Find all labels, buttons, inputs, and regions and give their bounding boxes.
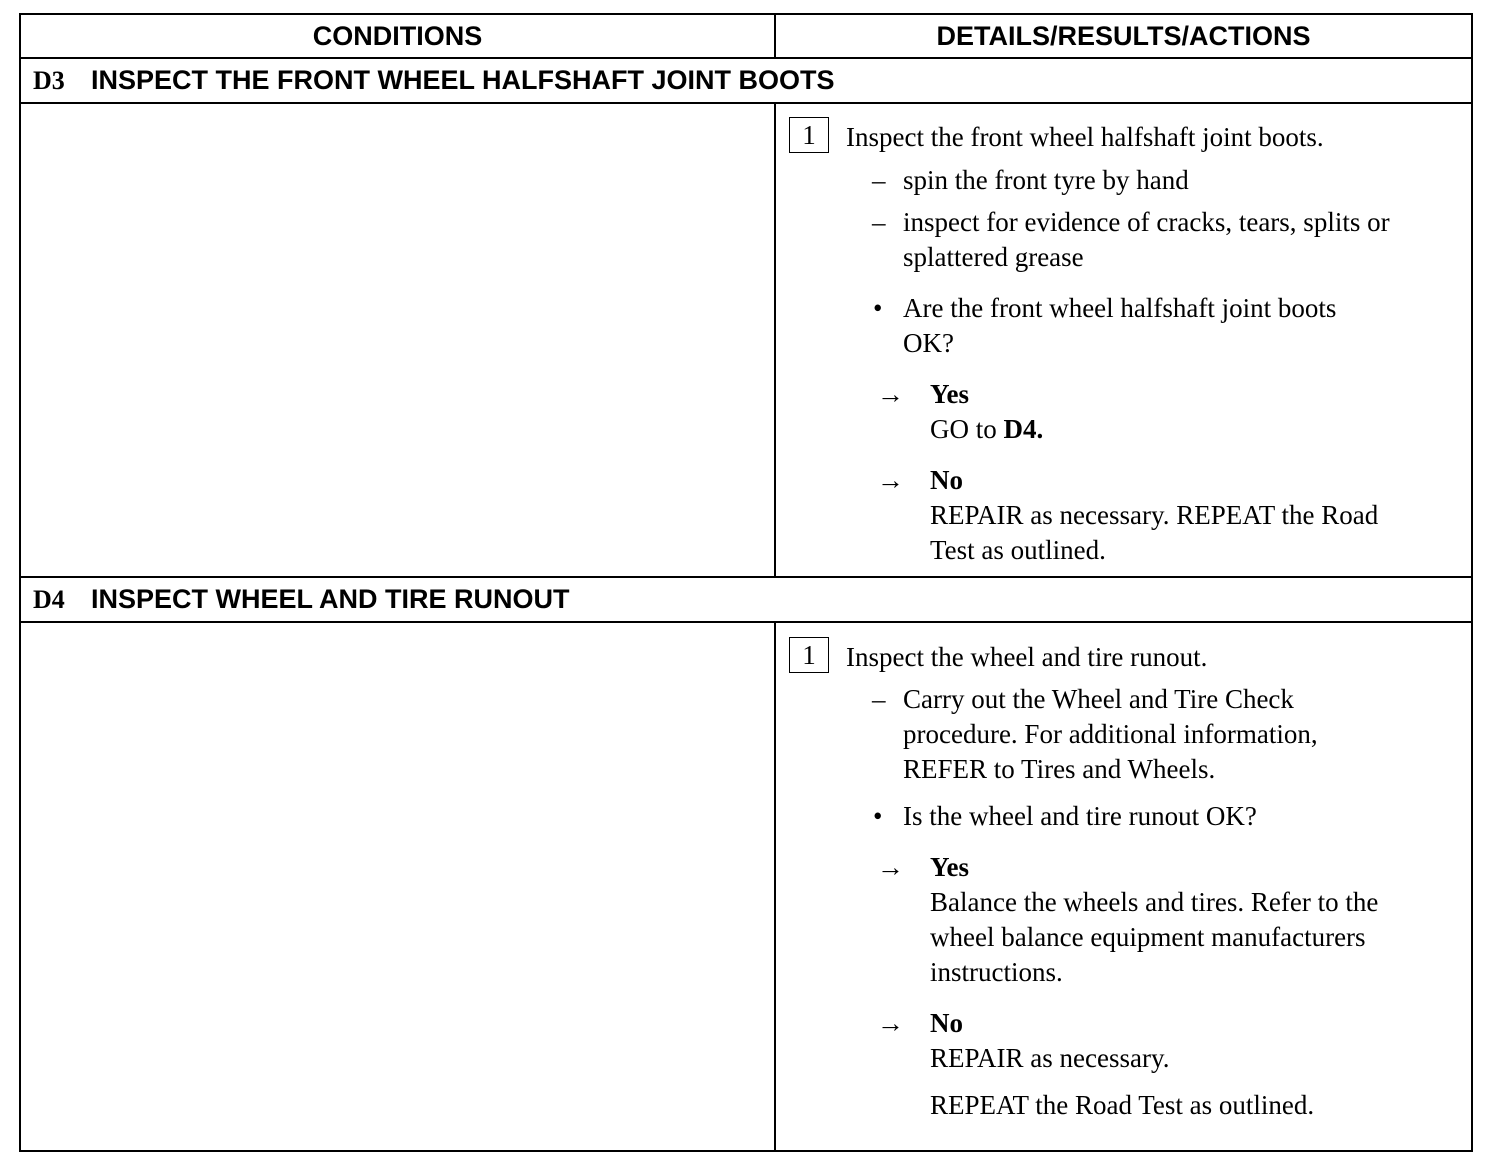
- conditions-header: CONDITIONS: [312, 20, 483, 51]
- column-divider: [774, 15, 776, 59]
- d3-step-text: Inspect the front wheel halfshaft joint boots.: [846, 122, 1324, 152]
- section-d4-id: D4: [33, 584, 65, 614]
- section-d4-details: [789, 640, 1461, 1123]
- step-number-box: 1: [789, 637, 829, 673]
- arrow-right-icon: →: [877, 465, 904, 495]
- d3-step: [789, 120, 1461, 155]
- d3-dash-item-2: – inspect for evidence of cracks, tears, splits or splattered grease: [872, 207, 1390, 272]
- section-d4-title: INSPECT WHEEL AND TIRE RUNOUT: [91, 584, 570, 614]
- section-d3-id: D3: [33, 65, 65, 95]
- d3-question: • Are the front wheel halfshaft joint boots OK?: [873, 293, 1337, 358]
- dash-icon: –: [872, 165, 886, 195]
- d4-dash-item-1: – Carry out the Wheel and Tire Check procedure. For additional information, REFER to Tires and Wheels.: [872, 684, 1318, 784]
- d3-no-answer: → No REPAIR as necessary. REPEAT the Road Test as outlined.: [877, 465, 1379, 565]
- table-header: [21, 15, 1471, 59]
- column-divider: [774, 104, 776, 576]
- d4-reference: D4.: [1003, 414, 1044, 444]
- d4-no-answer: → No REPAIR as necessary. REPEAT the Road Test as outlined.: [877, 1008, 1315, 1120]
- details-header: DETAILS/RESULTS/ACTIONS: [936, 20, 1311, 51]
- bullet-icon: •: [873, 293, 883, 323]
- arrow-right-icon: →: [877, 1008, 904, 1038]
- d4-step: [789, 640, 1461, 675]
- section-d3-title-row: [21, 59, 1471, 104]
- section-d4-title-row: [21, 578, 1471, 623]
- diagnostic-table: [19, 13, 1473, 1152]
- arrow-right-icon: →: [877, 379, 904, 409]
- bullet-icon: •: [873, 801, 883, 831]
- section-d3-title: INSPECT THE FRONT WHEEL HALFSHAFT JOINT BOOTS: [91, 65, 835, 95]
- column-divider: [774, 623, 776, 1150]
- step-number-box: 1: [789, 117, 829, 153]
- d4-step-text: Inspect the wheel and tire runout.: [846, 642, 1208, 672]
- dash-icon: –: [872, 207, 886, 237]
- d4-yes-answer: → Yes Balance the wheels and tires. Refer to the wheel balance equipment manufacturers instructions.: [877, 852, 1379, 987]
- dash-icon: –: [872, 684, 886, 714]
- section-d3-details: [789, 120, 1461, 568]
- d3-dash-item-1: – spin the front tyre by hand: [789, 163, 1461, 198]
- arrow-right-icon: →: [877, 852, 904, 882]
- d4-question: • Is the wheel and tire runout OK?: [789, 799, 1461, 834]
- d3-yes-answer: → Yes GO to D4.: [877, 379, 1044, 444]
